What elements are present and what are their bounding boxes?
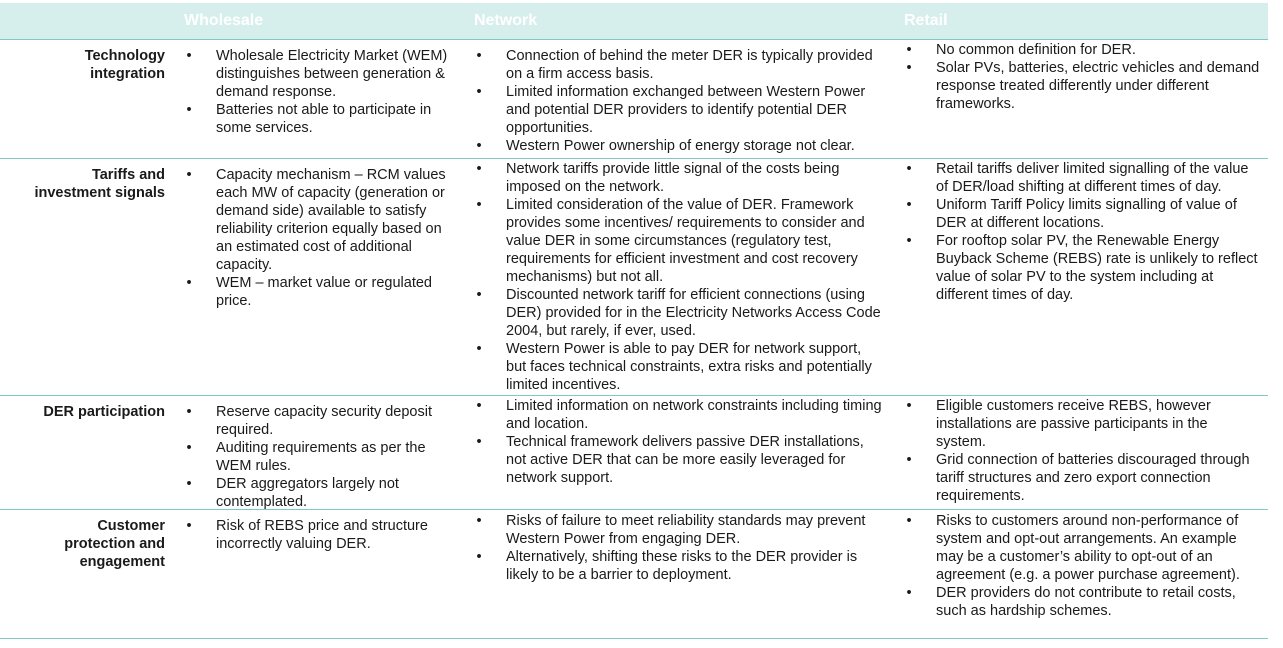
retail-cell	[904, 160, 1260, 304]
table-row-tariffs-investment-signals	[0, 159, 1268, 396]
list-item: • DER providers do not contribute to retail costs, such as hardship schemes.	[906, 585, 1236, 619]
list-item: • Eligible customers receive REBS, however installations are passive participants in the system.	[906, 398, 1211, 450]
list-item: • Grid connection of batteries discouraged through tariff structures and zero export connection requirements.	[906, 452, 1250, 504]
list-item: • Risks of failure to meet reliability standards may prevent Western Power from engaging DER.	[476, 513, 866, 547]
network-cell	[474, 397, 884, 487]
list-item: • Western Power ownership of energy storage not clear.	[476, 138, 855, 154]
header-network: Network	[474, 12, 538, 29]
row-label: DER participation	[43, 404, 165, 420]
list-item: • Uniform Tariff Policy limits signalling of value of DER at different locations.	[906, 197, 1237, 231]
list-item: • Batteries not able to participate in some services.	[186, 102, 432, 136]
wholesale-cell	[184, 403, 454, 511]
header-wholesale: Wholesale	[184, 12, 264, 29]
list-item: • Discounted network tariff for efficient connections (using DER) provided for in the Electricity Networks Access Code 2004, but rarely, if ever, used.	[476, 287, 881, 339]
wholesale-cell	[184, 47, 454, 137]
list-item: • Auditing requirements as per the WEM rules.	[186, 440, 426, 474]
list-item: • Risk of REBS price and structure incorrectly valuing DER.	[186, 518, 428, 552]
list-item: • Solar PVs, batteries, electric vehicles and demand response treated differently under different frameworks.	[906, 60, 1260, 112]
retail-cell	[904, 41, 1260, 113]
list-item: • Capacity mechanism – RCM values each MW of capacity (generation or demand side) available to satisfy reliability criterion equally based on an estimated cost of additional capacity.	[186, 167, 446, 273]
network-cell	[474, 160, 884, 394]
table-row-technology-integration	[0, 40, 1268, 159]
list-item: • DER aggregators largely not contemplated.	[186, 476, 399, 510]
list-item: • For rooftop solar PV, the Renewable Energy Buyback Scheme (REBS) rate is unlikely to reflect value of solar PV to the system including at different times of day.	[906, 233, 1258, 303]
row-label: Technology integration	[84, 48, 165, 82]
list-item: • Reserve capacity security deposit required.	[186, 404, 432, 438]
list-item: • Limited information on network constraints including timing and location.	[476, 398, 882, 432]
list-item: • Connection of behind the meter DER is typically provided on a firm access basis.	[476, 48, 873, 82]
wholesale-cell	[184, 166, 454, 310]
list-item: • No common definition for DER.	[906, 42, 1136, 58]
retail-cell	[904, 512, 1260, 620]
table-row-customer-protection	[0, 510, 1268, 639]
list-item: • Western Power is able to pay DER for network support, but faces technical constraints, extra risks and potentially limited incentives.	[476, 341, 872, 393]
network-cell	[474, 512, 884, 584]
list-item: • Wholesale Electricity Market (WEM) distinguishes between generation & demand response.	[186, 48, 448, 100]
wholesale-cell	[184, 517, 454, 553]
list-item: • Alternatively, shifting these risks to the DER provider is likely to be a barrier to deployment.	[476, 549, 858, 583]
row-label: Tariffs and investment signals	[34, 167, 165, 201]
list-item: • Technical framework delivers passive DER installations, not active DER that can be more easily leveraged for network support.	[476, 434, 864, 486]
list-item: • Limited information exchanged between Western Power and potential DER providers to identify potential DER opportunities.	[476, 84, 866, 136]
table-header	[0, 3, 1268, 40]
table-row-der-participation	[0, 396, 1268, 510]
list-item: • Limited consideration of the value of DER. Framework provides some incentives/ requirements to consider and value DER in some circumstances (regulatory test, requirements for efficient investment and cost recovery mechanisms) but not all.	[476, 197, 865, 285]
list-item: • Network tariffs provide little signal of the costs being imposed on the network.	[476, 161, 840, 195]
list-item: • WEM – market value or regulated price.	[186, 275, 432, 309]
row-label: Customer protection and engagement	[64, 518, 165, 570]
list-item: • Risks to customers around non-performance of system and opt-out arrangements. An example may be a customer’s ability to opt-out of an agreement (e.g. a power purchase agreement).	[906, 513, 1240, 583]
network-cell	[474, 47, 884, 155]
retail-cell	[904, 397, 1260, 505]
header-retail: Retail	[904, 12, 948, 29]
list-item: • Retail tariffs deliver limited signalling of the value of DER/load shifting at different times of day.	[906, 161, 1249, 195]
